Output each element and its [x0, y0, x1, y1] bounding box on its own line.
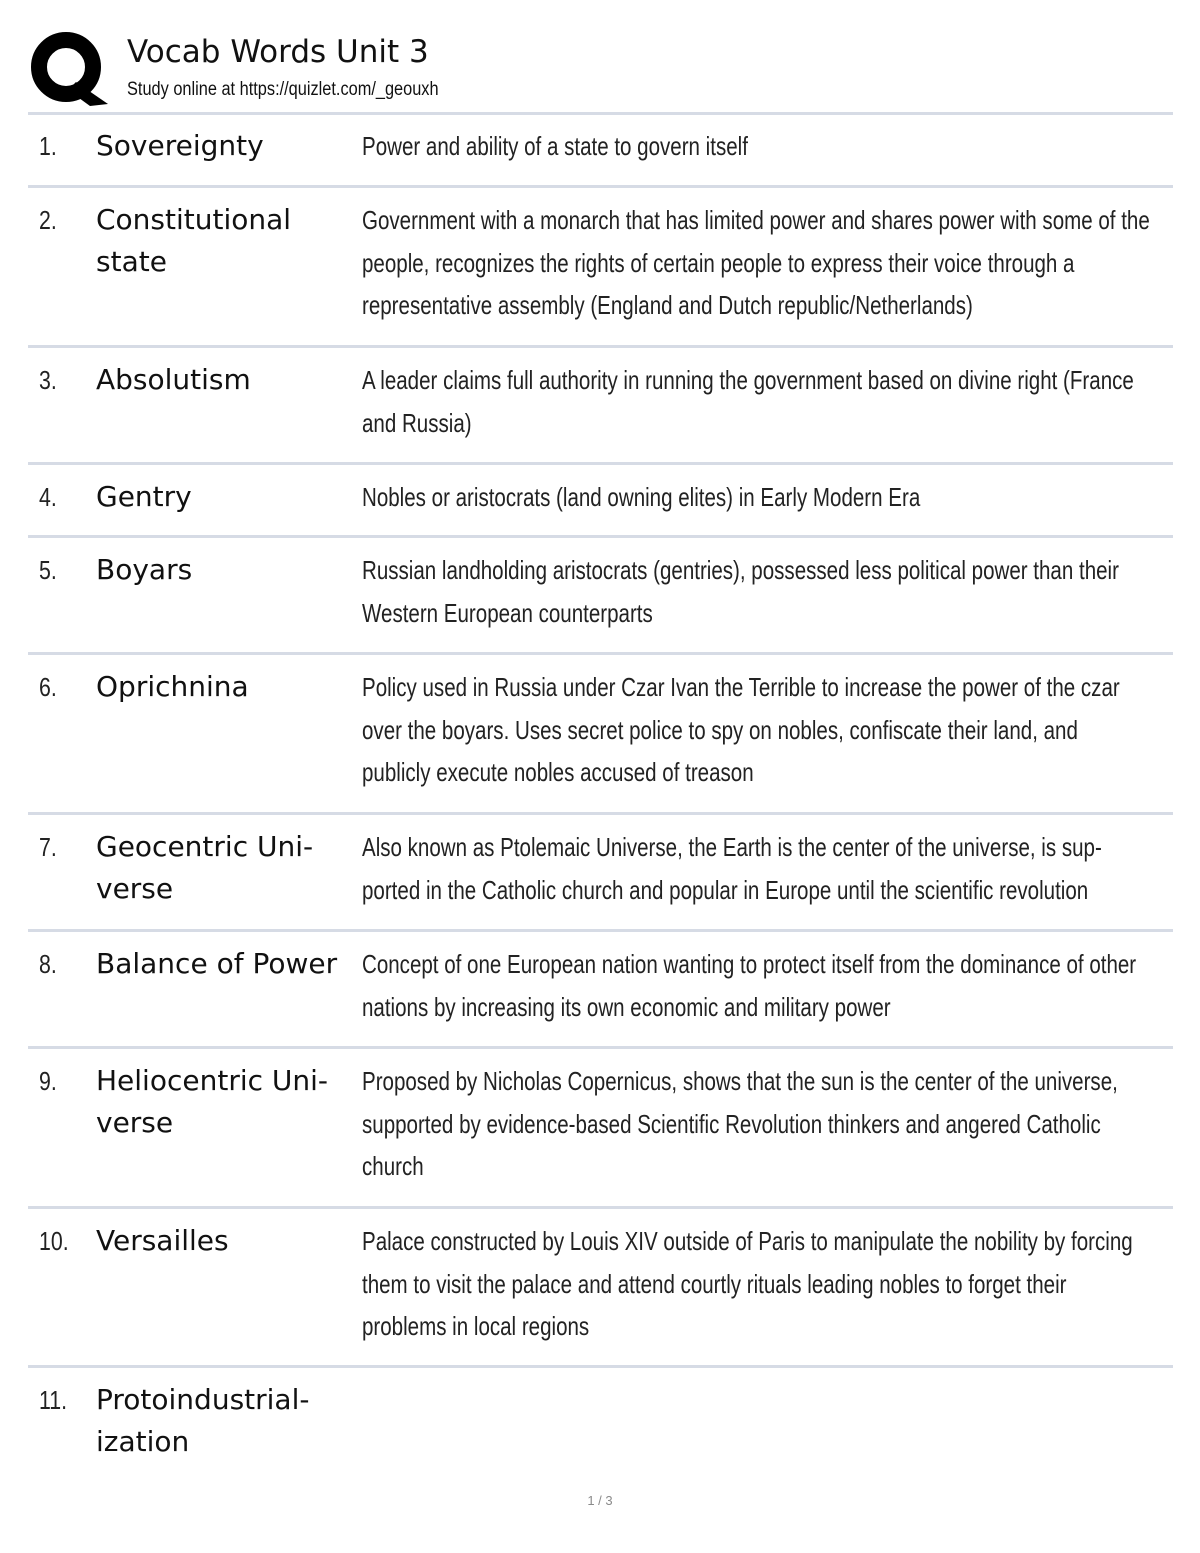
card-number: 9.	[39, 1066, 57, 1096]
card-definition: Government with a monarch that has limited power and shares power with some of the people, recognizes the rights of certain people to express their voice through a representative assembly (England and Dutch republic/Netherlands)	[362, 205, 1150, 320]
document-title: Vocab Words Unit 3	[127, 34, 429, 70]
card-definition: Also known as Ptolemaic Universe, the Earth is the center of the universe, is sup-ported in the Catholic church and popular in Europe until the scientific revolution	[362, 832, 1102, 905]
card-number: 5.	[39, 555, 57, 585]
quizlet-q-logo-icon	[30, 30, 108, 108]
study-online-link[interactable]: Study online at https://quizlet.com/_geouxh	[127, 79, 439, 100]
card-definition: A leader claims full authority in running the government based on divine right (France and Russia)	[362, 365, 1134, 438]
card-definition: Russian landholding aristocrats (gentries), possessed less political power than their Western European counterparts	[362, 555, 1119, 628]
card-term: Absolutism	[96, 363, 251, 396]
divider	[28, 812, 1173, 815]
page-indicator: 1 / 3	[587, 1493, 613, 1508]
document-header	[30, 30, 1172, 112]
divider	[28, 1206, 1173, 1209]
card-term: Oprichnina	[96, 670, 249, 703]
divider	[28, 1365, 1173, 1368]
card-definition: Power and ability of a state to govern itself	[362, 131, 748, 161]
divider	[28, 929, 1173, 932]
card-term: Balance of Power	[96, 947, 338, 980]
card-definition: Palace constructed by Louis XIV outside of Paris to manipulate the nobility by forcing them to visit the palace and attend courtly rituals leading nobles to forget their problems in local regions	[362, 1226, 1133, 1341]
divider	[28, 185, 1173, 188]
card-number: 8.	[39, 949, 57, 979]
card-definition: Policy used in Russia under Czar Ivan the Terrible to increase the power of the czar over the boyars. Uses secret police to spy on nobles, confiscate their land, and publicly execute nobles accused of treason	[362, 672, 1120, 787]
divider	[28, 1046, 1173, 1049]
card-term: Boyars	[96, 553, 193, 586]
card-number: 7.	[39, 832, 57, 862]
divider	[28, 652, 1173, 655]
card-definition: Proposed by Nicholas Copernicus, shows that the sun is the center of the universe, supported by evidence-based Scientific Revolution thinkers and angered Catholic church	[362, 1066, 1118, 1181]
card-term: Protoindustrial-ization	[96, 1383, 310, 1458]
card-number: 4.	[39, 482, 57, 512]
card-term: Gentry	[96, 480, 192, 513]
divider	[28, 462, 1173, 465]
card-number: 3.	[39, 365, 57, 395]
card-number: 10.	[39, 1226, 69, 1256]
card-term: Geocentric Uni-verse	[96, 830, 314, 905]
card-term: Heliocentric Uni-verse	[96, 1064, 329, 1139]
card-number: 6.	[39, 672, 57, 702]
card-term: Sovereignty	[96, 129, 264, 162]
divider	[28, 345, 1173, 348]
divider	[28, 112, 1173, 115]
card-number: 11.	[39, 1385, 68, 1415]
card-definition: Concept of one European nation wanting to protect itself from the dominance of other nations by increasing its own economic and military power	[362, 949, 1137, 1022]
card-number: 1.	[39, 131, 57, 161]
divider	[28, 535, 1173, 538]
card-number: 2.	[39, 205, 57, 235]
card-definition: Nobles or aristocrats (land owning elites) in Early Modern Era	[362, 482, 921, 512]
card-term: Versailles	[96, 1224, 229, 1257]
card-term: Constitutional state	[96, 203, 292, 278]
